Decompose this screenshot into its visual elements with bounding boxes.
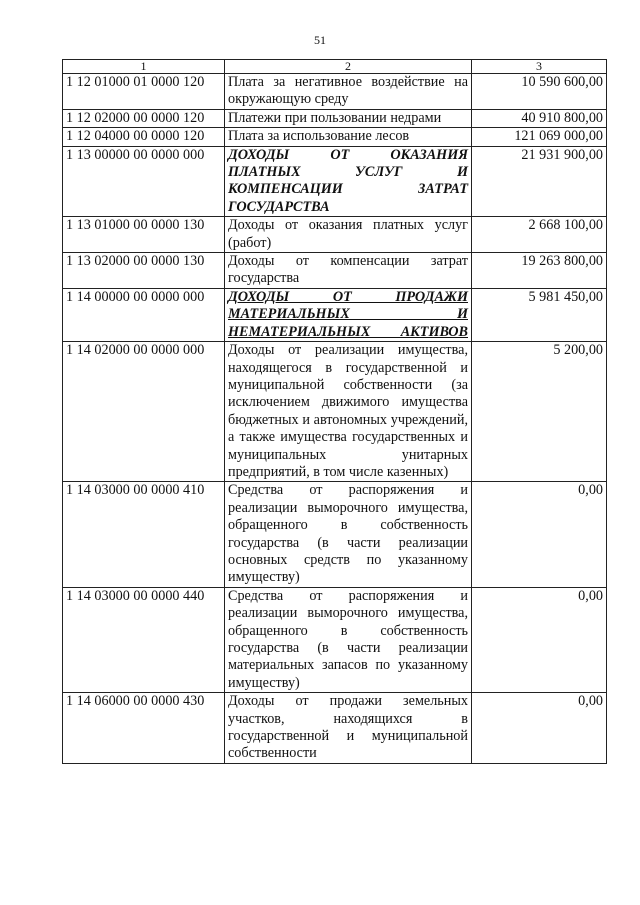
table-row: [63, 217, 607, 253]
table-row: [63, 342, 607, 482]
revenue-amount: 2 668 100,00: [472, 217, 607, 253]
revenue-description: Платежи при пользовании недрами: [225, 109, 472, 127]
table-row-section: [63, 146, 607, 217]
revenue-amount: 19 263 800,00: [472, 253, 607, 289]
revenue-description: Средства от распоряжения и реализации выморочного имущества, обращенного в собственность государства (в части реализации материальных запасов по указанному имуществу): [225, 587, 472, 692]
revenue-amount: 0,00: [472, 482, 607, 587]
table-row: [63, 253, 607, 289]
revenue-code: 1 12 02000 00 0000 120: [63, 109, 225, 127]
revenue-description: Доходы от реализации имущества, находящегося в государственной и муниципальной собственности (за исключением движимого имущества бюджетных и автономных учреждений, а также имущества государственных и муниципальных унитарных предприятий, в том числе казенных): [225, 342, 472, 482]
revenue-description: Доходы от оказания платных услуг (работ): [225, 217, 472, 253]
table-row: [63, 482, 607, 587]
revenue-code: 1 14 00000 00 0000 000: [63, 288, 225, 341]
revenue-amount: 21 931 900,00: [472, 146, 607, 217]
revenue-description: Средства от распоряжения и реализации выморочного имущества, обращенного в собственность государства (в части реализации основных средств по указанному имуществу): [225, 482, 472, 587]
page-number: 51: [314, 33, 326, 47]
revenue-description: Доходы от компенсации затрат государства: [225, 253, 472, 289]
table-row: [63, 587, 607, 692]
table-row: [63, 109, 607, 127]
revenue-code: 1 12 04000 00 0000 120: [63, 128, 225, 146]
column-header-code: 1: [63, 60, 225, 74]
revenue-amount: 40 910 800,00: [472, 109, 607, 127]
column-header-amount: 3: [472, 60, 607, 74]
revenue-amount: 10 590 600,00: [472, 74, 607, 110]
revenue-amount: 121 069 000,00: [472, 128, 607, 146]
budget-revenue-table: [62, 59, 607, 764]
table-row-section: [63, 288, 607, 341]
revenue-code: 1 13 01000 00 0000 130: [63, 217, 225, 253]
revenue-amount: 0,00: [472, 587, 607, 692]
table-row: [63, 74, 607, 110]
revenue-code: 1 13 00000 00 0000 000: [63, 146, 225, 217]
table-row: [63, 693, 607, 764]
revenue-code: 1 12 01000 01 0000 120: [63, 74, 225, 110]
table-header-row: [63, 60, 607, 74]
table-row: [63, 128, 607, 146]
revenue-amount: 5 981 450,00: [472, 288, 607, 341]
revenue-description: Плата за негативное воздействие на окружающую среду: [225, 74, 472, 110]
revenue-amount: 5 200,00: [472, 342, 607, 482]
revenue-description: Доходы от продажи земельных участков, находящихся в государственной и муниципальной собственности: [225, 693, 472, 764]
revenue-section-title: ДОХОДЫ ОТ ПРОДАЖИ МАТЕРИАЛЬНЫХ И НЕМАТЕРИАЛЬНЫХ АКТИВОВ: [225, 288, 472, 341]
revenue-section-title: ДОХОДЫ ОТ ОКАЗАНИЯ ПЛАТНЫХ УСЛУГ И КОМПЕНСАЦИИ ЗАТРАТ ГОСУДАРСТВА: [225, 146, 472, 217]
revenue-description: Плата за использование лесов: [225, 128, 472, 146]
column-header-description: 2: [225, 60, 472, 74]
revenue-amount: 0,00: [472, 693, 607, 764]
revenue-code: 1 13 02000 00 0000 130: [63, 253, 225, 289]
revenue-code: 1 14 03000 00 0000 410: [63, 482, 225, 587]
revenue-code: 1 14 02000 00 0000 000: [63, 342, 225, 482]
revenue-code: 1 14 06000 00 0000 430: [63, 693, 225, 764]
revenue-code: 1 14 03000 00 0000 440: [63, 587, 225, 692]
